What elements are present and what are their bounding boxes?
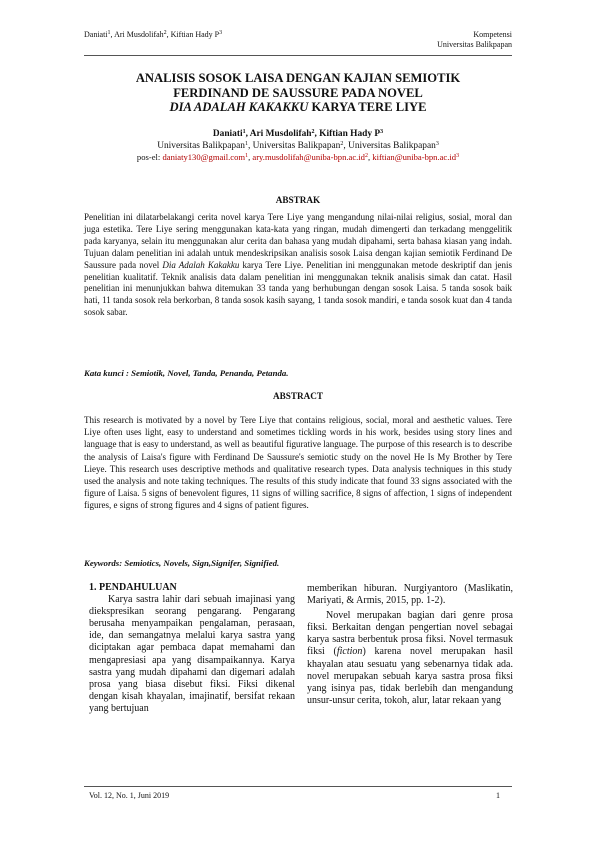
running-header-authors (84, 30, 222, 40)
email-sep-2: , (367, 151, 373, 162)
running-header-journal (437, 30, 512, 50)
journal-name: Kompetensi (473, 30, 512, 39)
keywords: Keywords: Semiotics, Novels, Sign,Signifer, Signified. (84, 558, 280, 568)
footer-rule (84, 786, 512, 787)
email-prefix: pos-el: (136, 151, 163, 162)
footer-volume: Vol. 12, No. 1, Juni 2019 (89, 791, 170, 800)
author-3: , Kiftian Hady P (314, 128, 381, 139)
header-rule (84, 55, 512, 56)
author-2: , Ari Musdolifah (245, 128, 312, 139)
abstrak-text-1: Penelitian ini dilatarbelakangi cerita novel karya Tere Liye yang mengandung nilai-nilai religius, sosial, moral dan juga estetika. Tere Liye sering menggunakan kata-kata yang ringan, mudah dimengerti dan terkadang menggelitik pada karyanya, selain itu menggunakan alur cerita dan bahasa yang mudah dipahami, serta bahasa kiasan yang indah. Tujuan dalam penelitian ini adalah untuk mendeskripsikan analisis sosok Laisa dengan kajian semiotik Ferdinand De Saussure pada novel (84, 212, 512, 270)
affiliation-1-sup: 1 (244, 140, 248, 147)
header-author-1: Daniati (84, 30, 108, 39)
affiliation-2: , Universitas Balikpapan (247, 140, 341, 151)
affiliation-2-sup: 2 (340, 140, 344, 147)
affiliation-3: , Universitas Balikpapan (343, 140, 436, 151)
email-3-sup: 3 (456, 152, 460, 159)
running-header (84, 30, 512, 60)
header-sup-1: 1 (107, 30, 111, 36)
title-line-3 (84, 100, 512, 115)
title-block (84, 71, 512, 163)
abstrak-heading: ABSTRAK (275, 195, 321, 205)
paper-title (84, 71, 512, 115)
author-1-sup: 1 (242, 128, 246, 135)
page-footer (84, 786, 512, 806)
paragraph-right-2 (307, 610, 513, 707)
affiliation-1: Universitas Balikpapan (157, 140, 245, 151)
abstract-heading: ABSTRACT (272, 391, 324, 401)
affiliation-3-sup: 3 (435, 140, 439, 147)
abstract-body: This research is motivated by a novel by Tere Liye that contains religious, social, moral and aesthetic values. Tere Liye often uses light, easy to understand and sometimes tickling words in his work, besides using story lines and language that is easy to understand, as well as beautiful figurative language. The purpose of this research is to describe the analysis of Laisa's figure with Ferdinand De Saussure's semiotic study on the novel He Is My Brother by Tere Lieye. This research uses descriptive methods and qualitative research types. Data analysis techniques in this study used the analysis and note taking techniques. The results of this study indicate that found 33 signs associated with the figure of Laisa. 5 signs of benevolent figures, 11 signs of willing sacrifice, 8 signs of affection, 1 signs of independent figures, e signs of strong figures and 4 signs of patient figures. (84, 415, 512, 511)
paragraph-right-1: memberikan hiburan. Nurgiyantoro (Maslikatin, Mariyati, & Armis, 2015, pp. 1-2). (307, 583, 513, 607)
email-line (84, 152, 512, 163)
title-line-2: FERDINAND DE SAUSSURE PADA NOVEL (173, 85, 423, 100)
author-1: Daniati (212, 128, 243, 139)
paragraph-right-2-italic: fiction (336, 646, 363, 658)
body-column-left (89, 582, 295, 715)
journal-publisher: Universitas Balikpapan (437, 40, 512, 49)
header-author-3: , Kiftian Hady P (166, 30, 220, 39)
title-line-3-rest: KARYA TERE LIYE (308, 100, 427, 115)
affiliations (84, 140, 512, 152)
email-link-3[interactable]: kiftian@uniba-bpn.ac.id (372, 151, 457, 162)
author-3-sup: 3 (380, 128, 384, 135)
abstrak-novel-title: Dia Adalah Kakakku (162, 259, 240, 270)
page-number: 1 (496, 791, 500, 800)
kata-kunci: Kata kunci : Semiotik, Novel, Tanda, Penanda, Petanda. (84, 368, 289, 378)
abstrak-text-2: karya Tere Liye. Penelitian ini menggunakan metode deskriptif dan jenis penelitian kualitatif. Teknik analisis data dalam penelitian ini menggunakan teknik analisis simak dan catat. Hasil penelitian ini menunjukkan bahwa ditemukan 33 tanda yang berhubungan dengan sosok Laisa. 5 tanda sosok baik hati, 11 tanda sosok rela berkorban, 8 tanda sosok kasih sayang, 1 tanda sosok mandiri, e tanda sosok kuat dan 4 tanda sosok sabar. (84, 259, 513, 318)
email-sep-1: , (248, 151, 253, 162)
email-link-2[interactable]: ary.musdolifah@uniba-bpn.ac.id (252, 151, 365, 162)
title-novel-name: DIA ADALAH KAKAKKU (169, 100, 309, 115)
email-1-sup: 1 (245, 152, 249, 159)
header-sup-3: 3 (219, 30, 223, 36)
author-list (84, 128, 512, 140)
header-sup-2: 2 (163, 30, 167, 36)
title-line-1: ANALISIS SOSOK LAISA DENGAN KAJIAN SEMIOTIK (135, 71, 461, 85)
author-2-sup: 2 (311, 128, 315, 135)
paragraph-right-2-text-a: Novel merupakan bagian dari genre prosa fiksi. Berkaitan dengan pengertian novel sebagai karya sastra berbentuk prosa fiksi. Novel termasuk fiksi ( (307, 610, 513, 658)
abstrak-body (84, 212, 512, 319)
email-link-1[interactable]: daniaty130@gmail.com (162, 151, 246, 162)
section-title-pendahuluan: 1. PENDAHULUAN (89, 582, 177, 593)
email-2-sup: 2 (364, 152, 368, 159)
paragraph-right-2-text-b: ) karena novel merupakan hasil khayalan atau sesuatu yang sebenarnya tidak ada. novel merupakan sebuah karya sastra prosa fiksi yang isinya pas, tidak berlebih dan mengandung unsur-unsur cerita, tokoh, alur, latar rekaan yang (307, 646, 513, 706)
header-author-2: , Ari Musdolifah (110, 30, 164, 39)
body-column-right (307, 583, 513, 707)
paragraph-left-1: Karya sastra lahir dari sebuah imajinasi yang diekspresikan seorang pengarang. Pengarang berusaha menyampaikan pengalaman, perasaan, ide, dan semangatnya melalui karya sastra yang diciptakan agar pembaca dapat memahami dan mengapresiasi apa yang disampaikannya. Karya sastra yang mudah dipahami dan digemari adalah prosa yang biasa disebut fiksi. Fiksi dikenal dengan kisah khayalan, imajinatif, bersifat rekaan yang bertujuan (89, 594, 295, 714)
